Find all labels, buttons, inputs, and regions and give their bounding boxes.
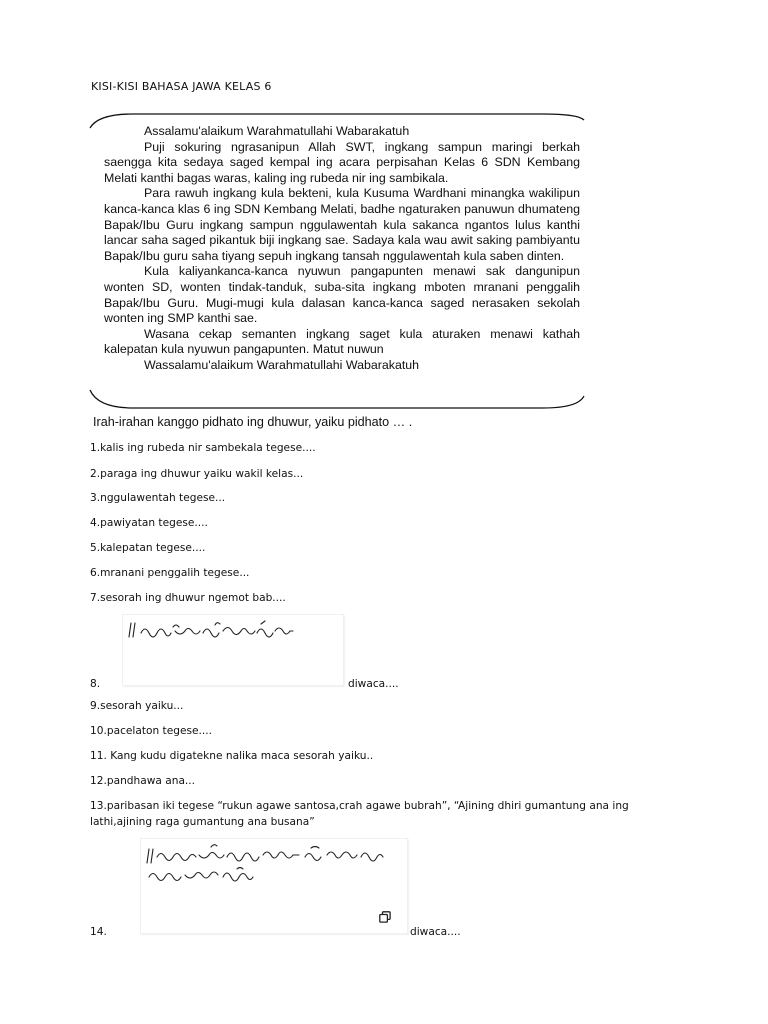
- question-10: 10.pacelaton tegese....: [90, 725, 212, 737]
- question-7: 7.sesorah ing dhuwur ngemot bab....: [90, 592, 286, 604]
- question-6: 6.mranani penggalih tegese...: [90, 567, 250, 579]
- question-2: 2.paraga ing dhuwur yaiku wakil kelas...: [90, 468, 304, 480]
- document-title: KISI-KISI BAHASA JAWA KELAS 6: [91, 80, 272, 93]
- question-13: 13.paribasan iki tegese “rukun agawe santosa,crah agawe bubrah”, “Ajining dhiri gumantung ana ing lathi,ajining raga gumantung ana busana”: [90, 800, 629, 828]
- question-9: 9.sesorah yaiku...: [90, 700, 184, 712]
- copy-icon[interactable]: [379, 911, 391, 923]
- speech-paragraph: Kula kaliyankanca-kanca nyuwun pangapunten menawi sak dangunipun wonten SD, wonten tindak-tanduk, suba-sita ingkang mboten mranani penggalih Bapak/Ibu Guru. Mugi-mugi kula dalasan kanca-kanca saged nerasaken sekolah wonten ing SMP kanthi sae.: [104, 264, 580, 326]
- question-11: 11. Kang kudu digatekne nalika maca sesorah yaiku..: [90, 750, 374, 762]
- speech-box: [88, 110, 586, 412]
- question-8-number: 8.: [90, 678, 101, 690]
- speech-paragraph: Puji sokuring ngrasanipun Allah SWT, ingkang sampun maringi berkah saengga kita sedaya saged kempal ing acara perpisahan Kelas 6 SDN Kembang Melati kanthi bagas waras, kaling ing rubeda nir ing sambikala.: [104, 139, 580, 185]
- javanese-script-drawing-2: [141, 839, 407, 933]
- javanese-script-image-2: [140, 838, 408, 934]
- speech-caption: Irah-irahan kanggo pidhato ing dhuwur, yaiku pidhato … .: [93, 415, 413, 429]
- question-5: 5.kalepatan tegese....: [90, 542, 206, 554]
- speech-closing: Wassalamu'alaikum Warahmatullahi Wabarakatuh: [144, 357, 420, 372]
- question-14-number: 14.: [90, 926, 107, 938]
- speech-text: [104, 124, 580, 374]
- speech-greeting: Assalamu'alaikum Warahmatullahi Wabarakatuh: [144, 124, 410, 138]
- question-12: 12.pandhawa ana...: [90, 775, 196, 787]
- question-14-suffix: diwaca....: [410, 926, 461, 938]
- question-3: 3.nggulawentah tegese...: [90, 492, 226, 504]
- question-1: 1.kalis ing rubeda nir sambekala tegese....: [90, 442, 316, 454]
- question-8-suffix: diwaca....: [348, 678, 399, 690]
- speech-paragraph: Para rawuh ingkang kula bekteni, kula Kusuma Wardhani minangka wakilipun kanca-kanca klas 6 ing SDN Kembang Melati, badhe ngaturaken panuwun dhumateng Bapak/Ibu Guru ingkang sampun nggulawentah kula sakanca ngantos lulus kanthi lancar saha saged pikantuk biji ingkang sae. Sadaya kala wau awit saking pambiyantu Bapak/Ibu guru saha tiyang sepuh ingkang tansah nggulawentah kula saben dinten.: [104, 186, 580, 263]
- javanese-script-image: [122, 614, 344, 686]
- question-4: 4.pawiyatan tegese....: [90, 517, 208, 529]
- javanese-script-drawing: [123, 615, 343, 685]
- speech-paragraph: Wasana cekap semanten ingkang saget kula aturaken menawi kathah kalepatan kula nyuwun pangapunten. Matut nuwun: [104, 326, 580, 357]
